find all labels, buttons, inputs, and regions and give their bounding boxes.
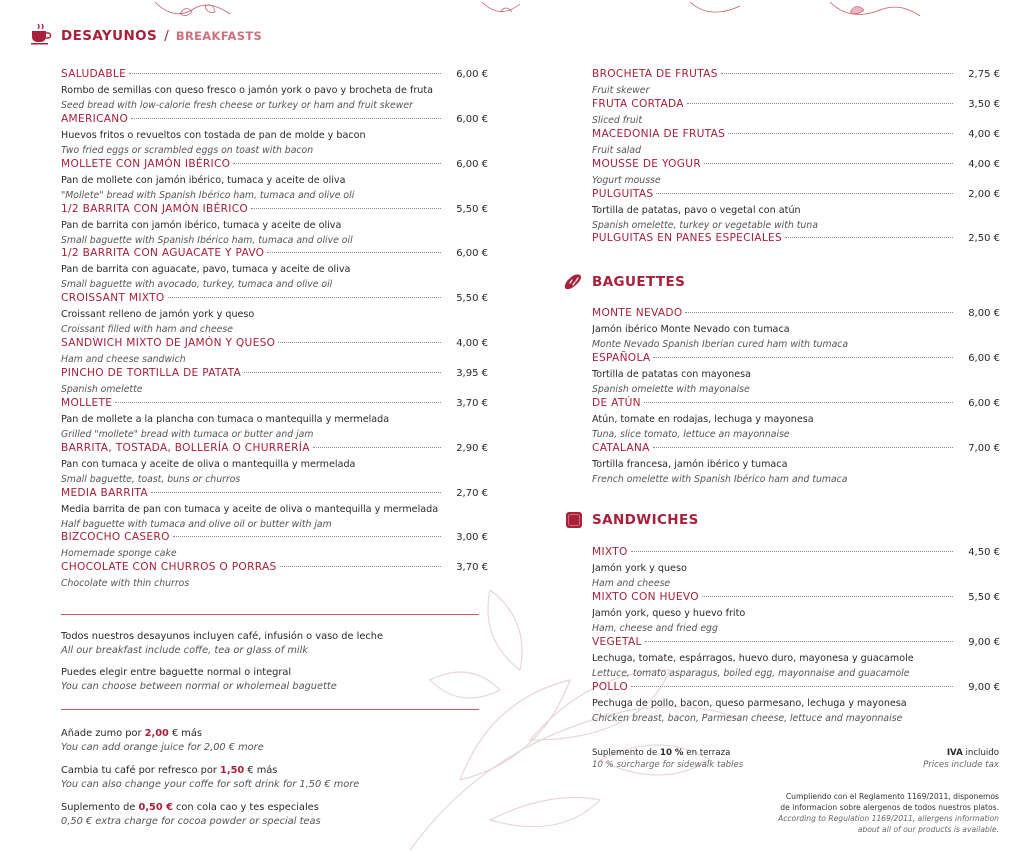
menu-item — [592, 591, 1000, 636]
breakfast-includes-note — [61, 630, 383, 658]
menu-item — [592, 128, 1000, 158]
cocoa-note — [61, 801, 321, 829]
item-name: MONTE NEVADO — [592, 307, 683, 319]
item-name: CROISSANT MIXTO — [61, 292, 165, 305]
item-name: ESPAÑOLA — [592, 351, 651, 364]
dot-leader — [313, 447, 441, 448]
item-name: MOUSSE DE YOGUR — [592, 157, 702, 170]
menu-item — [592, 158, 1000, 188]
menu-item — [61, 247, 488, 292]
item-name: VEGETAL — [592, 635, 642, 648]
title-separator: / — [164, 27, 169, 44]
legal-en-2: about all of our products is available. — [857, 825, 999, 834]
soda-price: 1,50 — [220, 765, 245, 776]
item-name: BIZCOCHO CASERO — [61, 531, 170, 544]
fruit-menu-list — [592, 68, 1000, 247]
bread-choice-note — [61, 666, 337, 694]
item-name: 1/2 BARRITA CON JAMÓN IBÉRICO — [61, 202, 249, 215]
item-description-en: Homemade sponge cake — [61, 548, 177, 560]
menu-item — [61, 337, 488, 367]
dot-leader — [702, 596, 953, 597]
item-description-es: Jamón york y queso — [592, 563, 687, 574]
item-description-es: Croissant relleno de jamón york y queso — [61, 309, 255, 321]
item-description-en: Spanish omelette with mayonaise — [592, 383, 750, 395]
item-price: 6,00 € — [456, 69, 488, 80]
item-description-en: Small baguette with Spanish Ibérico ham, tumaca and olive oil — [61, 234, 353, 246]
sandwiches-title: SANDWICHES — [592, 512, 699, 528]
item-description-en: Monte Nevado Spanish Iberian cured ham with tumaca — [592, 339, 849, 350]
item-name: POLLO — [592, 680, 628, 693]
item-description-en: Tuna, slice tomato, lettuce an mayonnaise — [592, 428, 790, 440]
item-name: MIXTO CON HUEVO — [592, 590, 699, 603]
item-name: FRUTA CORTADA — [592, 97, 684, 110]
item-name: BARRITA, TOSTADA, BOLLERÍA O CHURRERÍA — [61, 441, 310, 454]
item-name: CATALANA — [592, 441, 650, 454]
menu-item — [592, 636, 1000, 681]
item-name: MACEDONIA DE FRUTAS — [592, 127, 726, 140]
dot-leader — [173, 536, 441, 537]
dot-leader — [168, 297, 441, 298]
item-name: AMERICANO — [61, 112, 129, 125]
breakfasts-title: DESAYUNOS — [61, 27, 158, 44]
menu-item — [592, 188, 1000, 233]
coffee-cup-icon — [29, 22, 53, 46]
item-description-es: Tortilla de patatas, pavo o vegetal con atún — [592, 204, 801, 216]
item-description-es: Atún, tomate en rodajas, lechuga y mayonesa — [592, 413, 814, 425]
baguette-menu-list — [592, 307, 1000, 486]
includes-en: All our breakfast include coffe, tea or glass of milk — [61, 645, 308, 656]
item-price: 6,00 € — [968, 352, 1000, 364]
menu-item — [61, 158, 488, 203]
includes-es: Todos nuestros desayunos incluyen café, infusión o vaso de leche — [61, 631, 384, 642]
terrace-es-post: en terraza — [686, 748, 731, 758]
dot-leader — [280, 566, 441, 567]
item-name: PULGUITAS — [592, 187, 654, 200]
item-description-en: Yogurt mousse — [592, 174, 661, 186]
item-price: 2,70 € — [456, 487, 488, 499]
divider-2 — [61, 709, 479, 710]
top-floral-ornament-center — [480, 0, 540, 24]
menu-item — [61, 487, 488, 532]
item-name: 1/2 BARRITA CON AGUACATE Y PAVO — [61, 247, 265, 260]
item-price: 2,75 € — [968, 69, 1000, 80]
item-price: 3,50 € — [968, 98, 1000, 110]
item-description-en: Spanish omelette — [61, 383, 143, 395]
dot-leader — [785, 237, 953, 238]
item-name: CHOCOLATE CON CHURROS O PORRAS — [61, 561, 277, 574]
menu-item — [592, 307, 1000, 352]
item-description-es: Pan de barrita con aguacate, pavo, tumaca y aceite de oliva — [61, 264, 351, 276]
item-description-en: Grilled "mollete" bread with tumaca or butter and jam — [61, 428, 314, 440]
dot-leader — [631, 686, 953, 687]
bread-en: You can choose between normal or wholemeal baguette — [61, 681, 337, 692]
item-price: 4,00 € — [968, 158, 1000, 170]
item-name: BROCHETA DE FRUTAS — [592, 68, 718, 80]
dot-leader — [704, 163, 953, 164]
menu-item — [61, 292, 488, 337]
item-description-es: Pan de mollete a la plancha con tumaca o mantequilla y mermelada — [61, 413, 390, 425]
dot-leader — [645, 641, 953, 642]
item-price: 3,95 € — [456, 367, 488, 379]
dot-leader — [151, 492, 441, 493]
menu-item — [61, 531, 488, 561]
menu-item — [61, 68, 488, 113]
item-description-en: French omelette with Spanish Ibérico ham and tumaca — [592, 473, 848, 485]
juice-en: You can add orange juice for 2,00 € more — [61, 742, 264, 753]
item-description-en: Ham, cheese and fried egg — [592, 622, 718, 634]
item-description-en: "Mollete" bread with Spanish Ibérico ham, tumaca and olive oli — [61, 189, 355, 201]
breakfasts-header — [29, 22, 262, 46]
menu-item — [592, 68, 1000, 98]
terrace-surcharge — [592, 747, 743, 771]
cocoa-es-pre: Suplemento de — [61, 802, 136, 813]
terrace-percentage: 10 % — [659, 748, 684, 758]
dot-leader — [251, 208, 441, 209]
item-description-es: Rombo de semillas con queso fresco o jamón york o pavo y brocheta de fruta — [61, 85, 433, 96]
bread-es: Puedes elegir entre baguette normal o integral — [61, 667, 292, 678]
juice-note — [61, 727, 264, 755]
item-name: DE ATÚN — [592, 396, 641, 409]
item-price: 2,90 € — [456, 442, 488, 454]
iva-label: IVA — [946, 748, 963, 758]
item-description-en: Half baguette with tumaca and olive oil or butter with jam — [61, 518, 332, 530]
item-price: 5,50 € — [456, 203, 488, 215]
item-description-es: Tortilla de patatas con mayonesa — [592, 368, 751, 380]
soda-es-pre: Cambia tu café por refresco por — [61, 765, 217, 776]
terrace-es-pre: Suplemento de — [592, 748, 658, 758]
iva-included: incluido — [965, 748, 999, 758]
dot-leader — [131, 118, 441, 119]
legal-es-2: de informacion sobre alergenos de todos nuestros platos. — [780, 803, 999, 812]
tax-note — [923, 747, 999, 771]
item-name: MOLLETE — [61, 396, 113, 409]
item-price: 2,00 € — [968, 188, 1000, 200]
dot-leader — [644, 402, 953, 403]
juice-price: 2,00 — [144, 728, 169, 739]
item-description-es: Pan de barrita con jamón ibérico, tumaca y aceite de oliva — [61, 219, 342, 231]
item-price: 4,50 € — [968, 547, 1000, 558]
dot-leader — [653, 357, 953, 358]
item-price: 5,50 € — [456, 293, 488, 305]
cocoa-price: 0,50 € — [138, 802, 173, 813]
dot-leader — [653, 447, 953, 448]
dot-leader — [129, 73, 441, 74]
item-description-es: Jamón york, queso y huevo frito — [592, 607, 746, 619]
item-description-en: Chocolate with thin churros — [61, 578, 190, 590]
item-description-en: Small baguette, toast, buns or churros — [61, 473, 241, 485]
item-name: MEDIA BARRITA — [61, 486, 148, 499]
menu-item — [592, 546, 1000, 591]
tax-en: Prices include tax — [923, 760, 999, 770]
juice-es-pre: Añade zumo por — [61, 728, 142, 739]
dot-leader — [115, 402, 441, 403]
item-price: 3,70 € — [456, 397, 488, 409]
item-name: SANDWICH MIXTO DE JAMÓN Y QUESO — [61, 337, 276, 350]
item-price: 8,00 € — [968, 308, 1000, 319]
item-description-en: Spanish omelette, turkey or vegetable with tuna — [592, 219, 818, 231]
menu-item — [592, 232, 1000, 247]
sandwich-icon — [564, 510, 584, 530]
item-description-en: Seed bread with low-calorie fresh cheese or turkey or ham and fruit skewer — [61, 100, 413, 111]
item-price: 4,00 € — [456, 338, 488, 350]
menu-item — [592, 442, 1000, 487]
item-price: 4,00 € — [968, 128, 1000, 140]
baguettes-title: BAGUETTES — [592, 274, 686, 290]
menu-item — [592, 352, 1000, 397]
item-name: MOLLETE CON JAMÓN IBÉRICO — [61, 157, 231, 170]
soda-es-post: € más — [247, 765, 278, 776]
item-description-en: Fruit skewer — [592, 85, 650, 96]
item-description-es: Huevos fritos o revueltos con tostada de pan de molde y bacon — [61, 129, 366, 141]
dot-leader — [233, 163, 441, 164]
menu-item — [592, 681, 1000, 726]
dot-leader — [728, 133, 953, 134]
item-description-en: Fruit salad — [592, 144, 641, 156]
item-description-en: Croissant filled with ham and cheese — [61, 324, 233, 336]
item-description-en: Lettuce, tomato asparagus, boiled egg, mayonnaise and guacamole — [592, 667, 910, 679]
item-description-en: Small baguette with avocado, turkey, tumaca and olive oil — [61, 279, 333, 291]
item-description-en: Ham and cheese — [592, 578, 671, 589]
item-price: 5,50 € — [968, 591, 1000, 603]
item-name: PULGUITAS EN PANES ESPECIALES — [592, 232, 783, 245]
item-description-es: Pan de mollete con jamón ibérico, tumaca y aceite de oliva — [61, 174, 346, 186]
soda-en: You can also change your coffe for soft drink for 1,50 € more — [61, 779, 360, 790]
item-name: MIXTO — [592, 546, 628, 558]
baguettes-header — [562, 271, 685, 293]
item-price: 3,70 € — [456, 562, 488, 574]
item-name: SALUDABLE — [61, 68, 127, 80]
item-price: 6,00 € — [968, 397, 1000, 409]
item-price: 9,00 € — [968, 636, 1000, 648]
item-description-en: Chicken breast, bacon, Parmesan cheese, lettuce and mayonnaise — [592, 712, 903, 724]
item-price: 7,00 € — [968, 442, 1000, 454]
dot-leader — [721, 73, 953, 74]
dot-leader — [685, 312, 953, 313]
dot-leader — [244, 372, 441, 373]
sandwiches-header — [564, 510, 699, 530]
item-description-es: Pan con tumaca y aceite de oliva o mantequilla y mermelada — [61, 458, 356, 470]
breakfast-menu-list — [61, 68, 488, 591]
dot-leader — [267, 252, 441, 253]
menu-item — [592, 98, 1000, 128]
legal-es-1: Cumpliendo con el Reglamento 1169/2011, disponemos — [785, 792, 999, 801]
divider-1 — [61, 614, 479, 615]
item-description-en: Sliced fruit — [592, 114, 642, 126]
menu-item — [61, 367, 488, 397]
menu-item — [61, 442, 488, 487]
menu-item — [61, 561, 488, 591]
allergen-legal-note — [778, 791, 999, 835]
baguette-icon — [562, 271, 584, 293]
soda-note — [61, 764, 359, 792]
item-description-en: Ham and cheese sandwich — [61, 354, 186, 366]
item-description-en: Two fried eggs or scrambled eggs on toast with bacon — [61, 144, 314, 156]
dot-leader — [656, 193, 953, 194]
item-price: 6,00 € — [456, 248, 488, 260]
dot-leader — [687, 103, 953, 104]
item-description-es: Pechuga de pollo, bacon, queso parmesano, lechuga y mayonesa — [592, 697, 907, 709]
item-price: 9,00 € — [968, 681, 1000, 693]
menu-item — [61, 397, 488, 442]
item-description-es: Tortilla francesa, jamón ibérico y tumaca — [592, 458, 788, 470]
menu-item — [61, 113, 488, 158]
dot-leader — [278, 342, 441, 343]
cocoa-es-post: con cola cao y tes especiales — [176, 802, 319, 813]
legal-en-1: According to Regulation 1169/2011, allergens information — [778, 814, 999, 823]
menu-item — [592, 397, 1000, 442]
menu-item — [61, 203, 488, 248]
juice-es-post: € más — [171, 728, 202, 739]
item-description-es: Media barrita de pan con tumaca y aceite de oliva o mantequilla y mermelada — [61, 503, 439, 515]
item-price: 3,00 € — [456, 532, 488, 544]
top-floral-ornament-right — [680, 0, 940, 26]
item-price: 2,50 € — [968, 233, 1000, 245]
item-name: PINCHO DE TORTILLA DE PATATA — [61, 366, 242, 379]
breakfasts-subtitle: BREAKFASTS — [175, 28, 263, 43]
item-price: 6,00 € — [456, 158, 488, 170]
sandwich-menu-list — [592, 546, 1000, 725]
item-description-es: Jamón ibérico Monte Nevado con tumaca — [592, 324, 790, 335]
item-description-es: Lechuga, tomate, espárragos, huevo duro, mayonesa y guacamole — [592, 652, 914, 664]
item-price: 6,00 € — [456, 113, 488, 125]
cocoa-en: 0,50 € extra charge for cocoa powder or special teas — [61, 816, 321, 827]
terrace-en: 10 % surcharge for sidewalk tables — [592, 760, 744, 770]
dot-leader — [631, 551, 953, 552]
